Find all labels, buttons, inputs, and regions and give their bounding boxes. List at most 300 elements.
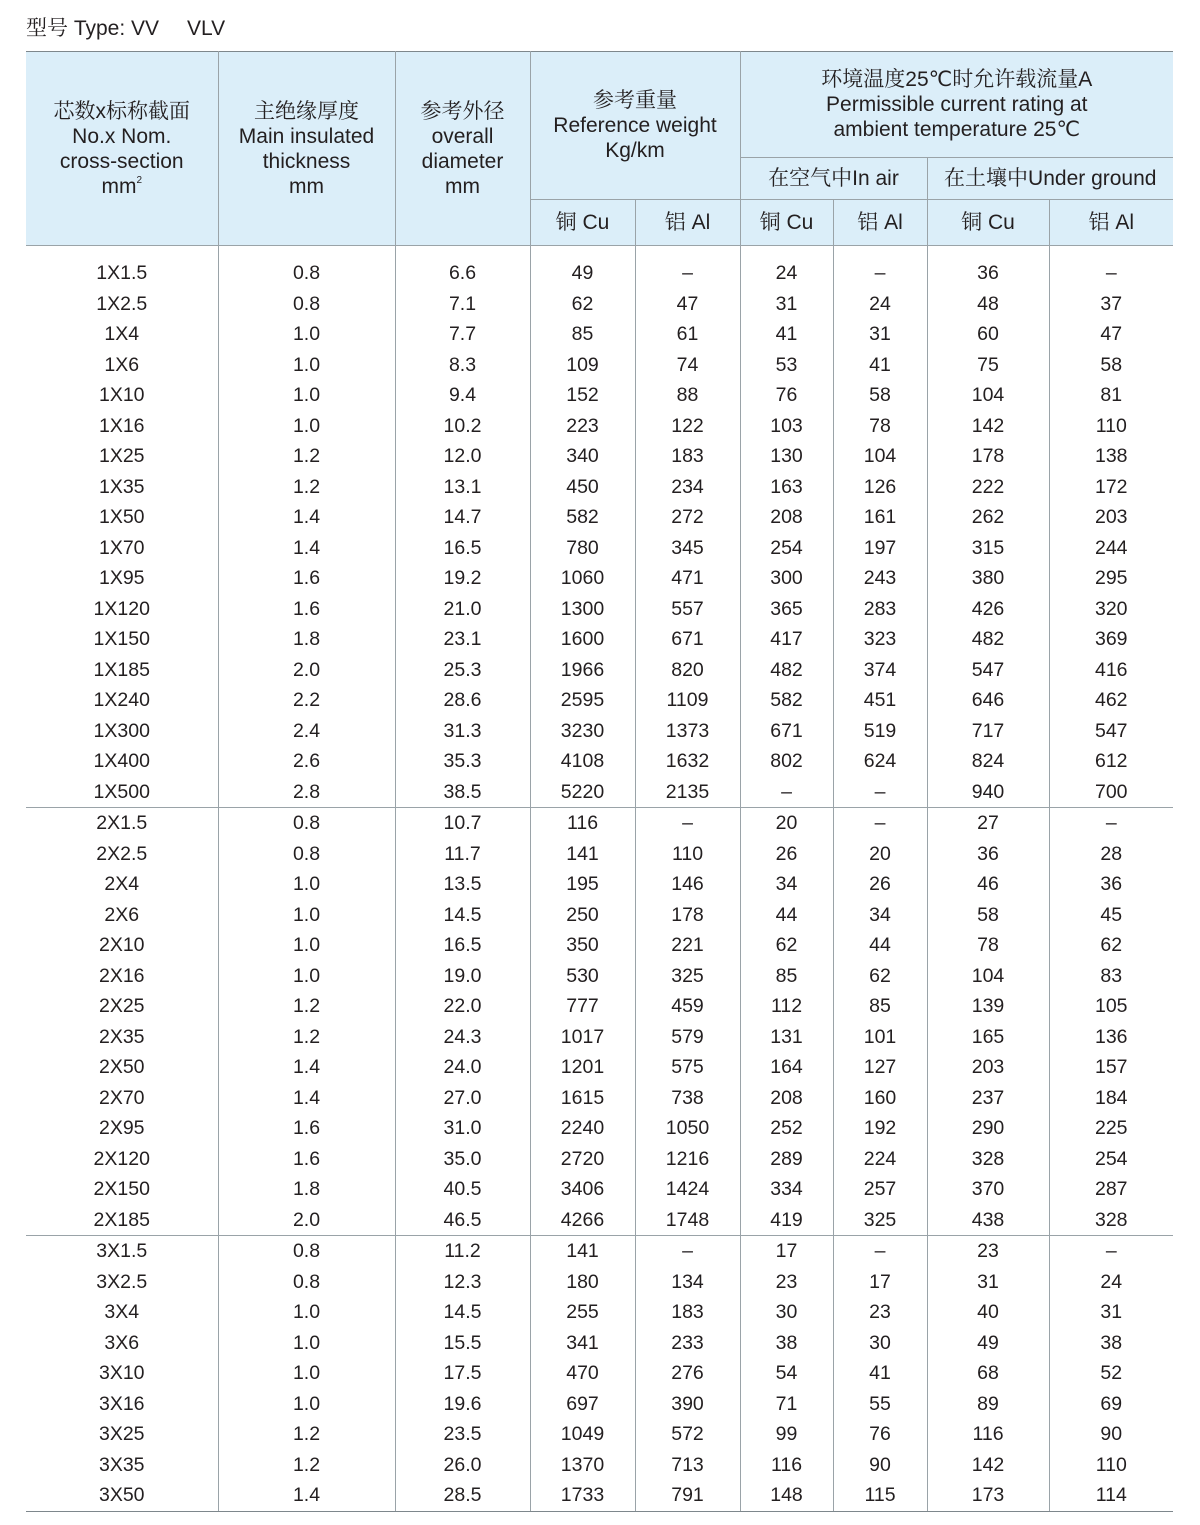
cell-air-al: – <box>833 258 927 289</box>
cell-ground-al: 369 <box>1094 628 1128 650</box>
cell-diameter: 15.5 <box>395 1328 530 1359</box>
cell-ground-cu: 116 <box>927 1419 1049 1450</box>
cell-air-al: 104 <box>833 441 927 472</box>
table-row <box>26 1174 1173 1205</box>
cell-diameter: 16.5 <box>395 930 530 961</box>
cell-ground-al: 90 <box>1100 1423 1123 1445</box>
cell-diameter: 13.1 <box>395 472 530 503</box>
table-row <box>26 1328 1173 1359</box>
cell-air-cu: 62 <box>740 930 833 961</box>
cell-insulation: 2.4 <box>218 716 395 747</box>
cell-insulation: 1.2 <box>218 472 395 503</box>
cell-air-cu: 112 <box>740 991 833 1022</box>
cell-weight-al: 1109 <box>635 685 740 716</box>
cell-diameter: 12.0 <box>395 441 530 472</box>
cell-weight-al: 791 <box>635 1480 740 1511</box>
cell-ground-cu: 36 <box>927 258 1049 289</box>
table-row <box>26 685 1173 716</box>
cell-ground-cu: 370 <box>927 1174 1049 1205</box>
cell-air-cu: 116 <box>740 1450 833 1481</box>
cell-weight-cu: 4266 <box>530 1205 635 1236</box>
cell-insulation: 2.0 <box>218 655 395 686</box>
cell-diameter: 35.3 <box>395 746 530 777</box>
cell-weight-al: 1373 <box>635 716 740 747</box>
cell-weight-al: 713 <box>635 1450 740 1481</box>
cell-weight-cu: 2595 <box>530 685 635 716</box>
cell-insulation: 1.2 <box>218 1419 395 1450</box>
cell-ground-al: 172 <box>1094 475 1128 498</box>
cell-weight-al: 459 <box>635 991 740 1022</box>
cell-ground-cu: 48 <box>927 289 1049 320</box>
cell-cross-section: 2X4 <box>26 869 218 900</box>
cell-insulation: 1.4 <box>218 1052 395 1083</box>
cell-weight-cu: 450 <box>530 472 635 503</box>
cell-weight-cu: 141 <box>530 839 635 870</box>
cell-diameter: 8.3 <box>395 350 530 381</box>
cell-weight-cu: 3406 <box>530 1174 635 1205</box>
cell-ground-cu: 940 <box>927 777 1049 808</box>
cell-insulation: 0.8 <box>218 258 395 289</box>
cell-ground-al: 416 <box>1094 658 1128 681</box>
table-row <box>26 533 1173 564</box>
cell-weight-cu: 530 <box>530 961 635 992</box>
cell-cross-section: 2X95 <box>26 1113 218 1144</box>
cell-diameter: 24.3 <box>395 1022 530 1053</box>
cell-cross-section: 3X4 <box>26 1297 218 1328</box>
cell-weight-al: 325 <box>635 961 740 992</box>
cell-insulation: 1.0 <box>218 1389 395 1420</box>
cell-air-cu: 30 <box>740 1297 833 1328</box>
cell-ground-al: 36 <box>1100 873 1123 895</box>
cell-ground-cu: 824 <box>927 746 1049 777</box>
cell-air-cu: 254 <box>740 533 833 564</box>
cell-ground-al: 225 <box>1094 1117 1128 1139</box>
cell-air-cu: 671 <box>740 716 833 747</box>
cell-weight-cu: 582 <box>530 502 635 533</box>
cell-insulation: 1.0 <box>218 961 395 992</box>
cell-air-al: 101 <box>833 1022 927 1053</box>
cell-air-cu: 99 <box>740 1419 833 1450</box>
table-row <box>26 258 1173 289</box>
cell-cross-section: 1X150 <box>26 624 218 655</box>
cell-weight-al: – <box>635 1236 740 1267</box>
cell-ground-al: 136 <box>1094 1025 1128 1048</box>
cell-air-al: 26 <box>833 869 927 900</box>
cell-cross-section: 1X50 <box>26 502 218 533</box>
table-row <box>26 380 1173 411</box>
type-label-2: VLV <box>187 17 226 40</box>
table-header <box>26 52 1173 246</box>
cell-ground-cu: 315 <box>927 533 1049 564</box>
cell-diameter: 31.0 <box>395 1113 530 1144</box>
cell-diameter: 46.5 <box>395 1205 530 1236</box>
cell-air-al: 78 <box>833 411 927 442</box>
cell-cross-section: 1X6 <box>26 350 218 381</box>
cell-cross-section: 1X185 <box>26 655 218 686</box>
type-label: 型号 Type: VV <box>26 17 160 40</box>
cell-insulation: 2.8 <box>218 777 395 808</box>
cell-ground-al: 547 <box>1094 719 1128 742</box>
table-row <box>26 472 1173 503</box>
cell-ground-cu: 40 <box>927 1297 1049 1328</box>
cell-air-al: – <box>833 808 927 839</box>
cell-air-al: 41 <box>833 1358 927 1389</box>
cell-ground-al: 700 <box>1049 777 1173 808</box>
table-row <box>26 624 1173 655</box>
table-row <box>26 930 1173 961</box>
cell-cross-section: 3X10 <box>26 1358 218 1389</box>
cell-cross-section: 3X1.5 <box>26 1236 218 1267</box>
cell-diameter: 35.0 <box>395 1144 530 1175</box>
cell-weight-cu: 1733 <box>530 1480 635 1511</box>
cell-diameter: 6.6 <box>395 258 530 289</box>
cell-insulation: 1.0 <box>218 930 395 961</box>
table-row <box>26 869 1173 900</box>
table-row <box>26 716 1173 747</box>
cell-weight-al: 1632 <box>635 746 740 777</box>
cell-weight-cu: 780 <box>530 533 635 564</box>
cell-weight-al: 183 <box>635 1297 740 1328</box>
cell-air-cu: 164 <box>740 1052 833 1083</box>
cell-weight-al: 183 <box>635 441 740 472</box>
cell-insulation: 0.8 <box>218 839 395 870</box>
cell-air-al: 76 <box>833 1419 927 1450</box>
spacer-row <box>26 246 1173 259</box>
cell-cross-section: 1X120 <box>26 594 218 625</box>
cell-ground-al: 81 <box>1100 384 1123 406</box>
cell-diameter: 24.0 <box>395 1052 530 1083</box>
cell-weight-cu: 340 <box>530 441 635 472</box>
cell-insulation: 1.6 <box>218 1144 395 1175</box>
cell-ground-cu: 27 <box>927 808 1049 839</box>
cell-weight-al: 221 <box>635 930 740 961</box>
table-row <box>26 1205 1173 1236</box>
cell-air-al: 30 <box>833 1328 927 1359</box>
cell-air-al: 55 <box>833 1389 927 1420</box>
cell-insulation: 0.8 <box>218 1267 395 1298</box>
cell-ground-al: 110 <box>1095 414 1127 437</box>
cell-weight-cu: 62 <box>530 289 635 320</box>
cell-cross-section: 2X2.5 <box>26 839 218 870</box>
table-row <box>26 1083 1173 1114</box>
cell-diameter: 17.5 <box>395 1358 530 1389</box>
cell-ground-cu: 203 <box>927 1052 1049 1083</box>
cell-air-al: 23 <box>833 1297 927 1328</box>
cell-ground-cu: 142 <box>927 1450 1049 1481</box>
cell-air-al: 243 <box>833 563 927 594</box>
cell-weight-al: 74 <box>635 350 740 381</box>
cable-spec-table <box>26 51 1173 1512</box>
cell-ground-cu: 68 <box>927 1358 1049 1389</box>
cell-weight-al: 146 <box>635 869 740 900</box>
cell-weight-cu: 250 <box>530 900 635 931</box>
cell-ground-al: 612 <box>1094 750 1128 772</box>
cell-cross-section: 3X25 <box>26 1419 218 1450</box>
cell-air-al: 160 <box>833 1083 927 1114</box>
cell-insulation: 2.6 <box>218 746 395 777</box>
cell-ground-cu: 328 <box>927 1144 1049 1175</box>
table-row <box>26 1450 1173 1481</box>
cell-diameter: 14.5 <box>395 1297 530 1328</box>
cell-ground-cu: 165 <box>927 1022 1049 1053</box>
cell-cross-section: 1X240 <box>26 685 218 716</box>
cell-weight-cu: 255 <box>530 1297 635 1328</box>
header-weight-cu: 铜 Cu <box>530 200 635 246</box>
cell-weight-cu: 1300 <box>530 594 635 625</box>
cell-ground-cu: 60 <box>927 319 1049 350</box>
cell-ground-al: 58 <box>1100 353 1123 376</box>
cell-ground-al: 105 <box>1094 995 1128 1017</box>
cell-ground-cu: 173 <box>927 1480 1049 1511</box>
cell-ground-al: 69 <box>1100 1392 1123 1415</box>
header-cross-section: 芯数x标称截面 No.x Nom. cross-section $mm^2$ <box>26 52 218 246</box>
cell-weight-al: 47 <box>635 289 740 320</box>
header-reference-weight: 参考重量 Reference weight Kg/km <box>530 52 740 200</box>
cell-ground-cu: 290 <box>927 1113 1049 1144</box>
cell-air-cu: 419 <box>740 1205 833 1236</box>
cell-air-al: 224 <box>833 1144 927 1175</box>
cell-ground-al: 203 <box>1094 506 1128 528</box>
cell-cross-section: 2X25 <box>26 991 218 1022</box>
header-ground-al: 铝 Al <box>1049 200 1173 246</box>
cell-weight-al: – <box>635 258 740 289</box>
table-row <box>26 961 1173 992</box>
cell-diameter: 26.0 <box>395 1450 530 1481</box>
cell-ground-cu: 380 <box>927 563 1049 594</box>
cell-ground-al: – <box>1105 262 1117 284</box>
cell-air-al: 257 <box>833 1174 927 1205</box>
cell-weight-al: 2135 <box>635 777 740 808</box>
cell-diameter: 22.0 <box>395 991 530 1022</box>
cell-weight-al: 820 <box>635 655 740 686</box>
cell-air-al: 126 <box>833 472 927 503</box>
table-row <box>26 441 1173 472</box>
cell-air-cu: 131 <box>740 1022 833 1053</box>
cell-diameter: 27.0 <box>395 1083 530 1114</box>
cell-air-cu: 163 <box>740 472 833 503</box>
cell-cross-section: 3X50 <box>26 1480 218 1511</box>
cell-air-al: 374 <box>833 655 927 686</box>
cell-air-al: 519 <box>833 716 927 747</box>
cell-weight-al: 557 <box>635 594 740 625</box>
cell-air-cu: 85 <box>740 961 833 992</box>
cell-diameter: 28.5 <box>395 1480 530 1511</box>
header-in-air: 在空气中In air <box>740 158 927 200</box>
cell-ground-al: 62 <box>1100 934 1123 956</box>
table-row <box>26 746 1173 777</box>
cell-weight-cu: 1600 <box>530 624 635 655</box>
cell-ground-cu: 46 <box>927 869 1049 900</box>
cell-diameter: 10.7 <box>395 808 530 839</box>
cell-air-cu: 148 <box>740 1480 833 1511</box>
cell-air-cu: 208 <box>740 1083 833 1114</box>
cell-ground-al: 287 <box>1094 1178 1128 1200</box>
table-row <box>26 594 1173 625</box>
cell-ground-cu: 58 <box>927 900 1049 931</box>
cell-cross-section: 1X10 <box>26 380 218 411</box>
table-row <box>26 991 1173 1022</box>
cell-weight-al: 276 <box>635 1358 740 1389</box>
cell-air-cu: 20 <box>740 808 833 839</box>
cell-weight-cu: 109 <box>530 350 635 381</box>
cell-ground-al: 37 <box>1100 292 1123 315</box>
cell-weight-cu: 1017 <box>530 1022 635 1053</box>
cell-diameter: 13.5 <box>395 869 530 900</box>
cell-insulation: 1.0 <box>218 869 395 900</box>
page-title <box>26 14 225 44</box>
table-row <box>26 655 1173 686</box>
cell-cross-section: 1X500 <box>26 777 218 808</box>
header-weight-al: 铝 Al <box>635 200 740 246</box>
cell-weight-cu: 152 <box>530 380 635 411</box>
table-row <box>26 563 1173 594</box>
cell-cross-section: 1X2.5 <box>26 289 218 320</box>
cell-cross-section: 3X16 <box>26 1389 218 1420</box>
cell-ground-al: 184 <box>1094 1086 1128 1109</box>
cell-air-cu: 38 <box>740 1328 833 1359</box>
cell-ground-cu: 104 <box>927 380 1049 411</box>
cell-cross-section: 3X2.5 <box>26 1267 218 1298</box>
table-row <box>26 1358 1173 1389</box>
cell-ground-al: – <box>1105 812 1117 834</box>
table-row <box>26 1022 1173 1053</box>
cell-weight-cu: 1370 <box>530 1450 635 1481</box>
cell-cross-section: 2X10 <box>26 930 218 961</box>
cell-air-cu: 41 <box>740 319 833 350</box>
cell-diameter: 19.0 <box>395 961 530 992</box>
cell-air-al: 62 <box>833 961 927 992</box>
cell-weight-al: 61 <box>635 319 740 350</box>
cell-air-cu: 289 <box>740 1144 833 1175</box>
cell-weight-cu: 350 <box>530 930 635 961</box>
cell-weight-cu: 195 <box>530 869 635 900</box>
cell-air-al: 17 <box>833 1267 927 1298</box>
cell-air-cu: 802 <box>740 746 833 777</box>
cell-air-cu: 103 <box>740 411 833 442</box>
cell-insulation: 1.0 <box>218 350 395 381</box>
cell-weight-al: 234 <box>635 472 740 503</box>
cell-cross-section: 1X95 <box>26 563 218 594</box>
cell-air-cu: 44 <box>740 900 833 931</box>
table-row <box>26 502 1173 533</box>
cell-air-al: 58 <box>833 380 927 411</box>
cell-diameter: 16.5 <box>395 533 530 564</box>
header-overall-diameter: 参考外径 overall diameter mm <box>395 52 530 246</box>
cell-air-al: – <box>833 777 927 808</box>
cell-ground-al: 45 <box>1100 903 1123 926</box>
cell-weight-cu: 223 <box>530 411 635 442</box>
cell-cross-section: 2X1.5 <box>26 808 218 839</box>
cell-cross-section: 1X35 <box>26 472 218 503</box>
table-row <box>26 1419 1173 1450</box>
cell-weight-cu: 49 <box>530 258 635 289</box>
cell-weight-cu: 2240 <box>530 1113 635 1144</box>
cell-weight-al: 110 <box>635 839 740 870</box>
cell-cross-section: 1X400 <box>26 746 218 777</box>
cell-ground-cu: 49 <box>927 1328 1049 1359</box>
cell-insulation: 1.2 <box>218 1450 395 1481</box>
cell-weight-cu: 180 <box>530 1267 635 1298</box>
cell-air-al: 34 <box>833 900 927 931</box>
cell-cross-section: 2X185 <box>26 1205 218 1236</box>
cell-insulation: 1.4 <box>218 1480 395 1511</box>
cell-weight-cu: 1060 <box>530 563 635 594</box>
cell-cross-section: 2X70 <box>26 1083 218 1114</box>
cell-air-cu: 34 <box>740 869 833 900</box>
table-row <box>26 411 1173 442</box>
cell-weight-cu: 1201 <box>530 1052 635 1083</box>
cell-air-al: – <box>833 1236 927 1267</box>
cell-weight-al: 572 <box>635 1419 740 1450</box>
cell-ground-al: 28 <box>1100 842 1123 865</box>
cell-weight-al: 88 <box>635 380 740 411</box>
cell-insulation: 0.8 <box>218 1236 395 1267</box>
cell-air-cu: 53 <box>740 350 833 381</box>
cell-insulation: 2.2 <box>218 685 395 716</box>
cell-ground-cu: 139 <box>927 991 1049 1022</box>
cell-air-al: 85 <box>833 991 927 1022</box>
cable-spec-table-wrapper <box>26 51 1173 1512</box>
cell-weight-cu: 3230 <box>530 716 635 747</box>
cell-ground-cu: 75 <box>927 350 1049 381</box>
cell-insulation: 1.8 <box>218 1174 395 1205</box>
cell-ground-cu: 178 <box>927 441 1049 472</box>
cell-ground-al: 52 <box>1100 1362 1123 1384</box>
cell-weight-al: 1050 <box>635 1113 740 1144</box>
table-row <box>26 1144 1173 1175</box>
cell-weight-cu: 697 <box>530 1389 635 1420</box>
cell-diameter: 19.6 <box>395 1389 530 1420</box>
cell-air-cu: 54 <box>740 1358 833 1389</box>
cell-insulation: 1.4 <box>218 533 395 564</box>
header-insulation-thickness: 主绝缘厚度 Main insulated thickness mm <box>218 52 395 246</box>
cell-insulation: 1.6 <box>218 1113 395 1144</box>
cell-ground-al: 114 <box>1049 1480 1173 1511</box>
header-air-al: 铝 Al <box>833 200 927 246</box>
cell-weight-cu: 85 <box>530 319 635 350</box>
header-current-rating: 环境温度25℃时允许载流量A Permissible current rating at ambient temperature 25℃ <box>740 52 1173 158</box>
cell-diameter: 23.5 <box>395 1419 530 1450</box>
cell-ground-cu: 426 <box>927 594 1049 625</box>
cell-cross-section: 1X300 <box>26 716 218 747</box>
table-row <box>26 777 1173 808</box>
cell-cross-section: 2X35 <box>26 1022 218 1053</box>
cell-diameter: 14.5 <box>395 900 530 931</box>
cell-ground-cu: 104 <box>927 961 1049 992</box>
cell-air-cu: 252 <box>740 1113 833 1144</box>
cell-weight-al: 1424 <box>635 1174 740 1205</box>
cell-air-cu: 365 <box>740 594 833 625</box>
cell-air-cu: 26 <box>740 839 833 870</box>
cell-air-cu: 417 <box>740 624 833 655</box>
cell-ground-cu: 89 <box>927 1389 1049 1420</box>
cell-ground-cu: 78 <box>927 930 1049 961</box>
table-row <box>26 289 1173 320</box>
cell-air-al: 20 <box>833 839 927 870</box>
cell-ground-al: 110 <box>1095 1453 1127 1476</box>
cell-weight-al: 471 <box>635 563 740 594</box>
cell-diameter: 31.3 <box>395 716 530 747</box>
cell-ground-al: 31 <box>1100 1301 1123 1323</box>
cell-cross-section: 2X16 <box>26 961 218 992</box>
cell-diameter: 9.4 <box>395 380 530 411</box>
cell-diameter: 11.2 <box>395 1236 530 1267</box>
cell-ground-al: 47 <box>1100 323 1123 345</box>
table-row <box>26 1113 1173 1144</box>
table-body <box>26 246 1173 1512</box>
cell-diameter: 14.7 <box>395 502 530 533</box>
cell-insulation: 1.0 <box>218 1297 395 1328</box>
